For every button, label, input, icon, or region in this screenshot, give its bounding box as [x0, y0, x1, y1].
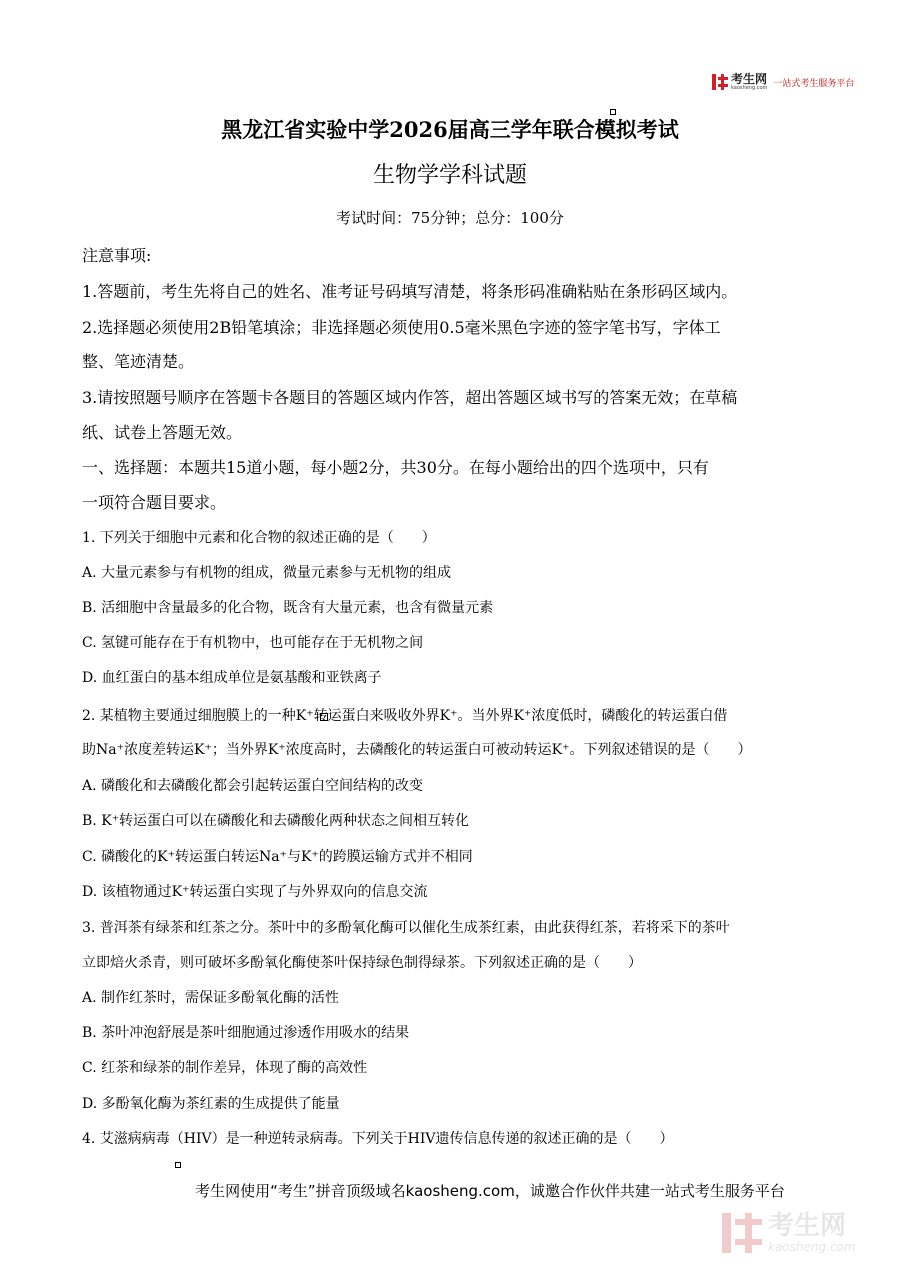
logo-url: kaosheng.com: [731, 85, 768, 91]
footer-text: 考生网使用“考生”拼音顶级域名kaosheng.com，诚邀合作伙伴共建一站式考生服务平台: [195, 1182, 785, 1200]
answer-option: A. 制作红茶时，需保证多酚氧化酶的活性: [82, 990, 340, 1006]
exam-info: 考试时间：75分钟；总分：100分: [336, 209, 564, 227]
kaosheng-watermark-icon: [722, 1213, 762, 1253]
answer-option: C. 红茶和绿茶的制作差异，体现了酶的高效性: [82, 1060, 368, 1076]
logo-name: 考生网: [731, 72, 768, 86]
answer-option: B. K⁺转运蛋白可以在磷酸化和去磷酸化两种状态之间相互转化: [82, 813, 470, 829]
note-line: 整、笔迹清楚。: [82, 352, 195, 371]
watermark-name: 考生网: [768, 1211, 847, 1241]
answer-option: C. 磷酸化的K⁺转运蛋白转运Na⁺与K⁺的跨膜运输方式并不相同: [82, 849, 473, 865]
question-stem: 4. 艾滋病病毒（HIV）是一种逆转录病毒。下列关于HIV遗传信息传递的叙述正确的是（ ）: [82, 1131, 674, 1147]
answer-option: B. 茶叶冲泡舒展是茶叶细胞通过渗透作用吸水的结果: [82, 1025, 410, 1041]
answer-option: D. 该植物通过K⁺转运蛋白实现了与外界双向的信息交流: [82, 884, 428, 900]
answer-option: A. 大量元素参与有机物的组成，微量元素参与无机物的组成: [82, 565, 452, 581]
logo-slogan: 一站式考生服务平台: [773, 78, 855, 89]
dot-mark: [320, 713, 328, 721]
note-line: 3.请按照题号顺序在答题卡各题目的答题区域内作答，超出答题区域书写的答案无效；在草稿: [82, 388, 738, 407]
section-heading: 一、选择题：本题共15道小题，每小题2分，共30分。在每小题给出的四个选项中，只有: [82, 458, 709, 477]
exam-title: 黑龙江省实验中学2026届高三学年联合模拟考试: [221, 117, 679, 142]
question-stem: 3. 普洱茶有绿茶和红茶之分。茶叶中的多酚氧化酶可以催化生成茶红素，由此获得红茶，若将采下的茶叶: [82, 920, 730, 936]
answer-option: D. 多酚氧化酶为茶红素的生成提供了能量: [82, 1096, 340, 1112]
note-line: 纸、试卷上答题无效。: [82, 423, 243, 442]
kaosheng-logo-icon: [712, 74, 728, 90]
watermark-url: kaosheng.com: [768, 1240, 856, 1254]
question-stem: 1. 下列关于细胞中元素和化合物的叙述正确的是（ ）: [82, 530, 436, 546]
dot-mark: [175, 1162, 181, 1168]
notes-heading: 注意事项:: [82, 246, 152, 265]
question-stem: 立即焙火杀青，则可破坏多酚氧化酶使茶叶保持绿色制得绿茶。下列叙述正确的是（ ）: [82, 955, 642, 971]
answer-option: C. 氢键可能存在于有机物中，也可能存在于无机物之间: [82, 635, 424, 651]
subject-title: 生物学学科试题: [372, 163, 527, 188]
note-line: 1.答题前，考生先将自己的姓名、准考证号码填写清楚，将条形码准确粘贴在条形码区域内。: [82, 282, 738, 301]
question-stem: 2. 某植物主要通过细胞膜上的一种K⁺转运蛋白来吸收外界K⁺。当外界K⁺浓度低时，磷酸化的转运蛋白借: [82, 708, 728, 724]
answer-option: A. 磷酸化和去磷酸化都会引起转运蛋白空间结构的改变: [82, 778, 424, 794]
kaosheng-logo[interactable]: [712, 70, 854, 94]
kaosheng-watermark: [722, 1203, 892, 1263]
section-heading: 一项符合题目要求。: [82, 493, 227, 512]
answer-option: D. 血红蛋白的基本组成单位是氨基酸和亚铁离子: [82, 670, 382, 686]
question-stem: 助Na⁺浓度差转运K⁺；当外界K⁺浓度高时，去磷酸化的转运蛋白可被动转运K⁺。下列叙述错误的是（ ）: [82, 742, 752, 758]
note-line: 2.选择题必须使用2B铅笔填涂；非选择题必须使用0.5毫米黑色字迹的签字笔书写，字体工: [82, 318, 721, 337]
answer-option: B. 活细胞中含量最多的化合物，既含有大量元素，也含有微量元素: [82, 600, 494, 616]
